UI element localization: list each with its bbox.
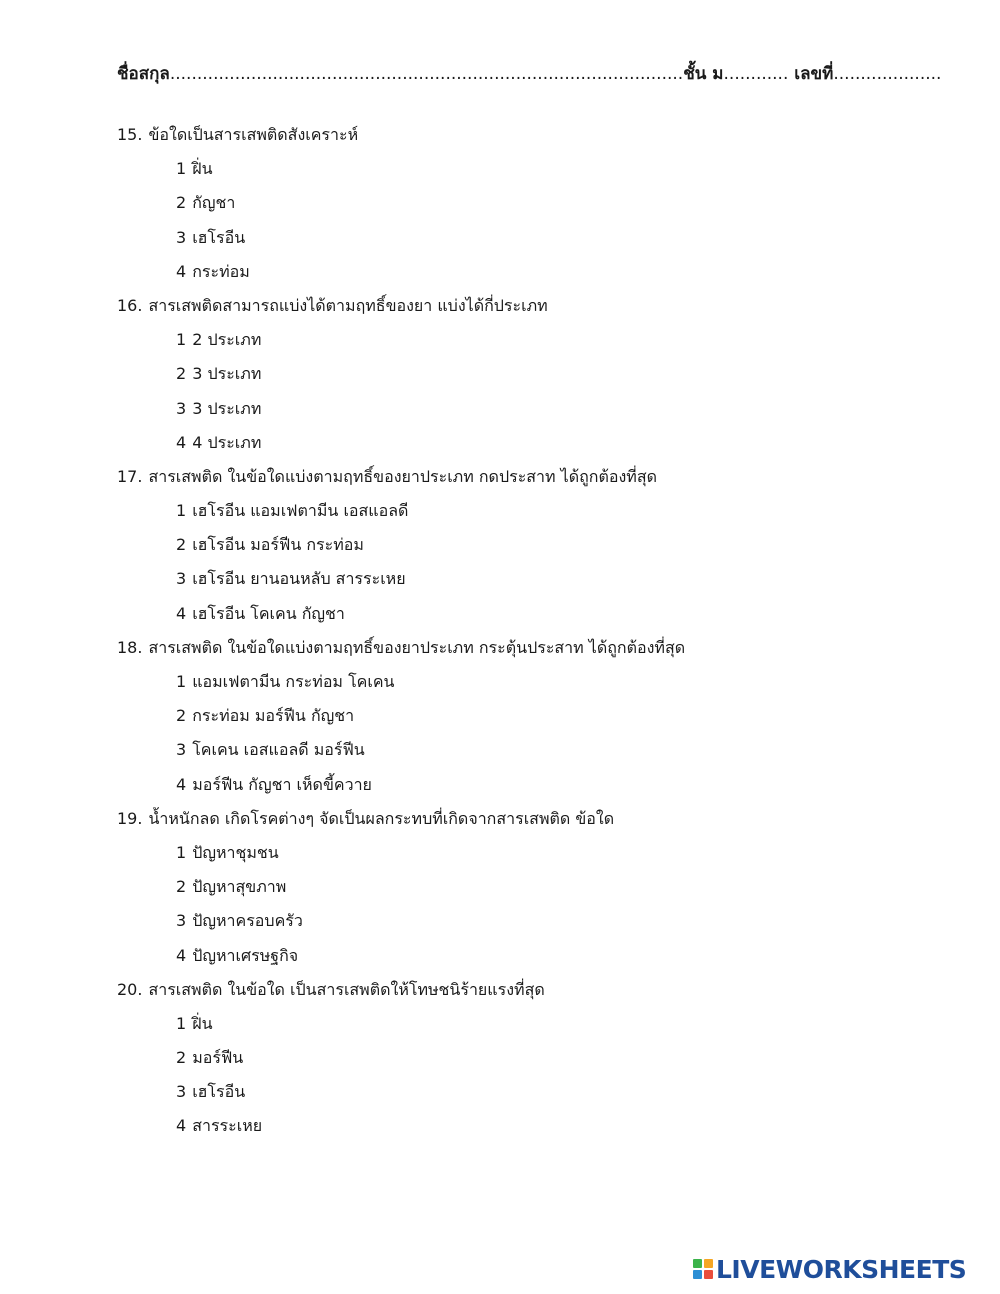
option-number: 3 — [176, 569, 187, 589]
question-text — [117, 802, 957, 836]
class-label: ชั้น ม — [683, 64, 724, 84]
option-number: 1 — [176, 501, 187, 521]
question — [117, 460, 957, 631]
answer-option[interactable] — [117, 1041, 957, 1075]
answer-option[interactable] — [117, 528, 957, 562]
question — [117, 973, 957, 1144]
question — [117, 631, 957, 802]
option-number: 2 — [176, 1048, 187, 1068]
option-number: 4 — [176, 1116, 187, 1136]
logo-square — [693, 1270, 702, 1279]
number-label: เลขที่ — [794, 64, 834, 84]
option-number: 1 — [176, 1013, 187, 1033]
option-number: 4 — [176, 945, 187, 965]
question-number: 20. — [117, 979, 143, 999]
option-number: 2 — [176, 877, 187, 897]
option-number: 4 — [176, 261, 187, 281]
option-text: ฝิ่น — [192, 159, 213, 179]
student-info-header — [117, 60, 941, 87]
answer-option[interactable] — [117, 152, 957, 186]
question-number: 19. — [117, 808, 143, 828]
answer-option[interactable] — [117, 665, 957, 699]
option-text: สารระเหย — [192, 1116, 263, 1136]
question-body: ข้อใดเป็นสารเสพติดสังเคราะห์ — [148, 125, 359, 144]
option-number: 3 — [176, 227, 187, 247]
option-number: 1 — [176, 330, 187, 350]
option-text: เฮโรอีน ยานอนหลับ สารระเหย — [192, 569, 406, 589]
answer-option[interactable] — [117, 186, 957, 220]
name-field[interactable]: ............................................................................................... — [169, 64, 684, 84]
logo-square — [693, 1259, 702, 1268]
question-body: สารเสพติดสามารถแบ่งได้ตามฤทธิ์ของยา แบ่งได้กี่ประเภท — [148, 295, 548, 315]
question-number: 18. — [117, 637, 143, 657]
question-text — [117, 118, 957, 152]
answer-option[interactable] — [117, 597, 957, 631]
question-number: 15. — [117, 125, 143, 144]
option-number: 2 — [176, 364, 187, 384]
option-number: 2 — [176, 193, 187, 213]
question-body: น้ำหนักลด เกิดโรคต่างๆ จัดเป็นผลกระทบที่เกิดจากสารเสพติด ข้อใด — [148, 808, 615, 828]
question — [117, 118, 957, 289]
option-number: 1 — [176, 159, 187, 179]
answer-option[interactable] — [117, 323, 957, 357]
logo-text: LIVEWORKSHEETS — [716, 1254, 967, 1284]
answer-option[interactable] — [117, 494, 957, 528]
answer-option[interactable] — [117, 357, 957, 391]
question-body: สารเสพติด ในข้อใด เป็นสารเสพติดให้โทษชนิร้ายแรงที่สุด — [148, 979, 545, 999]
question-number: 17. — [117, 466, 143, 486]
option-number: 2 — [176, 706, 187, 726]
answer-option[interactable] — [117, 768, 957, 802]
option-number: 3 — [176, 740, 187, 760]
option-number: 1 — [176, 842, 187, 862]
option-number: 4 — [176, 603, 187, 623]
option-text: ปัญหาชุมชน — [192, 842, 279, 862]
option-number: 4 — [176, 774, 187, 794]
option-text: ปัญหาสุขภาพ — [192, 877, 287, 897]
question — [117, 802, 957, 973]
option-text: กระท่อม — [192, 261, 250, 281]
option-number: 3 — [176, 1082, 187, 1102]
answer-option[interactable] — [117, 562, 957, 596]
question-text — [117, 460, 957, 494]
option-text: เฮโรอีน — [192, 227, 246, 247]
question-body: สารเสพติด ในข้อใดแบ่งตามฤทธิ์ของยาประเภท กระตุ้นประสาท ได้ถูกต้องที่สุด — [148, 637, 686, 657]
answer-option[interactable] — [117, 836, 957, 870]
option-number: 2 — [176, 535, 187, 555]
answer-option[interactable] — [117, 870, 957, 904]
answer-option[interactable] — [117, 699, 957, 733]
liveworksheets-logo — [693, 1253, 966, 1285]
option-text: 3 ประเภท — [192, 398, 262, 418]
option-text: เฮโรอีน แอมเฟตามีน เอสแอลดี — [192, 501, 409, 521]
logo-square — [704, 1270, 713, 1279]
answer-option[interactable] — [117, 221, 957, 255]
option-text: เฮโรอีน — [192, 1082, 246, 1102]
option-text: เฮโรอีน มอร์ฟีน กระท่อม — [192, 535, 364, 555]
option-text: มอร์ฟีน — [192, 1048, 244, 1068]
option-text: กระท่อม มอร์ฟีน กัญชา — [192, 706, 355, 726]
question-text — [117, 631, 957, 665]
option-text: มอร์ฟีน กัญชา เห็ดขี้ควาย — [192, 774, 372, 794]
question — [117, 289, 957, 460]
answer-option[interactable] — [117, 1109, 957, 1143]
question-number: 16. — [117, 295, 143, 315]
option-text: ปัญหาเศรษฐกิจ — [192, 945, 299, 965]
number-field[interactable]: .................... — [833, 64, 942, 84]
name-label: ชื่อสกุล — [117, 64, 170, 84]
answer-option[interactable] — [117, 392, 957, 426]
logo-squares-icon — [693, 1259, 713, 1279]
option-text: กัญชา — [192, 193, 236, 213]
option-number: 3 — [176, 398, 187, 418]
option-text: ปัญหาครอบครัว — [192, 911, 303, 931]
answer-option[interactable] — [117, 1075, 957, 1109]
question-text — [117, 289, 957, 323]
class-field[interactable]: ............ — [723, 64, 789, 84]
answer-option[interactable] — [117, 1007, 957, 1041]
option-text: โคเคน เอสแอลดี มอร์ฟีน — [192, 740, 365, 760]
option-number: 1 — [176, 672, 187, 691]
option-number: 4 — [176, 432, 187, 452]
answer-option[interactable] — [117, 426, 957, 460]
question-text — [117, 973, 957, 1007]
option-number: 3 — [176, 911, 187, 931]
question-list — [117, 118, 957, 1144]
option-text: 2 ประเภท — [192, 330, 262, 350]
option-text: 4 ประเภท — [192, 432, 262, 452]
answer-option[interactable] — [117, 733, 957, 767]
answer-option[interactable] — [117, 939, 957, 973]
logo-square — [704, 1259, 713, 1268]
question-body: สารเสพติด ในข้อใดแบ่งตามฤทธิ์ของยาประเภท กดประสาท ได้ถูกต้องที่สุด — [148, 466, 657, 486]
answer-option[interactable] — [117, 255, 957, 289]
option-text: แอมเฟตามีน กระท่อม โคเคน — [192, 672, 395, 691]
option-text: 3 ประเภท — [192, 364, 262, 384]
answer-option[interactable] — [117, 904, 957, 938]
option-text: ฝิ่น — [192, 1013, 213, 1033]
option-text: เฮโรอีน โคเคน กัญชา — [192, 603, 345, 623]
